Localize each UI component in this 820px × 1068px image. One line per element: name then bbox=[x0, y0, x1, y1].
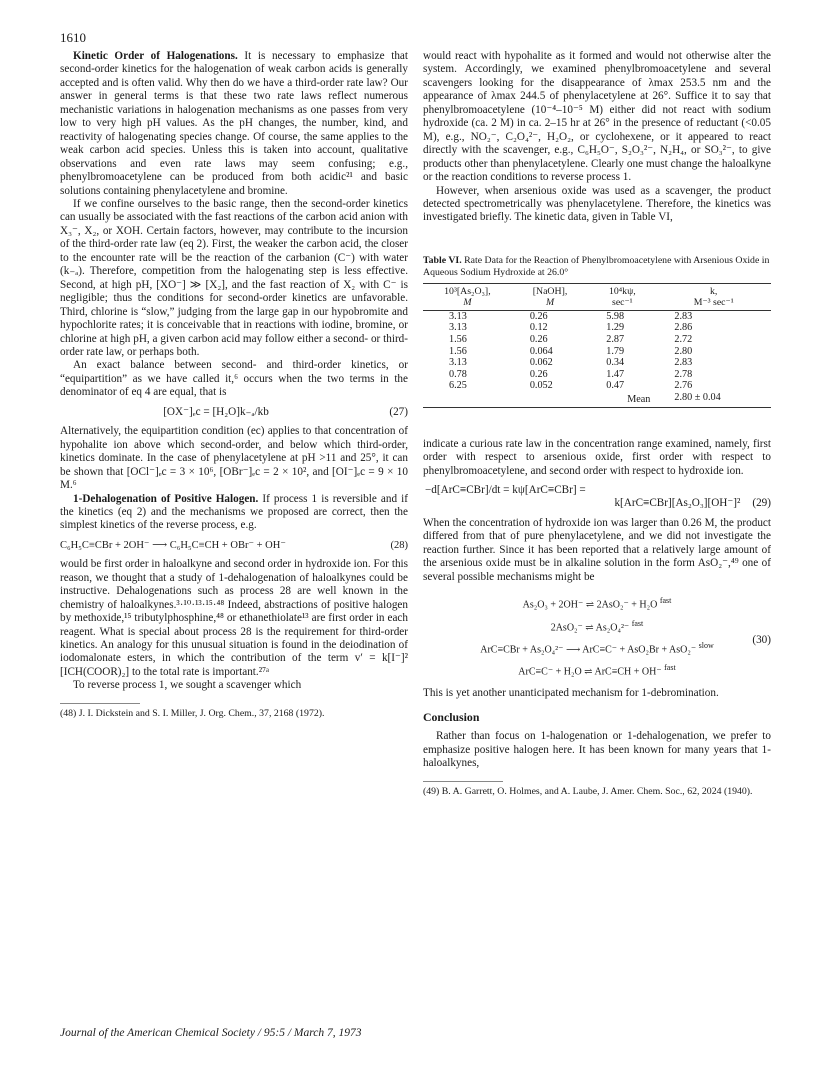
paragraph: When the concentration of hydroxide ion was larger than 0.26 M, the product differed from that of pure phenylacetylene, and we did not investigate the reaction further. Since it has been reported that a relatively large amount of the arsenious oxide must be in alkaline solution in the form AsO₂⁻,⁴⁹ one of several possible mechanisms might be bbox=[423, 516, 771, 583]
equation-number: (27) bbox=[389, 405, 408, 418]
table-row bbox=[423, 322, 771, 334]
table-cell bbox=[512, 392, 588, 407]
column-header: 10³[As₂O₃], M bbox=[444, 285, 491, 308]
table-cell: 2.87 bbox=[606, 334, 625, 346]
section-title-kinetic-order: Kinetic Order of Halogenations. bbox=[73, 50, 238, 62]
table-cell: 2.86 bbox=[674, 322, 693, 334]
paragraph: Rather than focus on 1-halogenation or 1-dehalogenation, we prefer to emphasize positive halogen here. It has been known for many years that 1-haloalkynes, bbox=[423, 730, 771, 770]
footnote-49: (49) B. A. Garrett, O. Holmes, and A. Laube, J. Amer. Chem. Soc., 62, 2024 (1940). bbox=[423, 785, 753, 797]
table-cell: 1.29 bbox=[606, 322, 625, 334]
page-number: 1610 bbox=[60, 30, 86, 45]
footnote-rule bbox=[60, 703, 140, 704]
step-tag: fast bbox=[664, 663, 676, 673]
step-tag: fast bbox=[659, 596, 672, 606]
paragraph: Alternatively, the equipartition condition (ec) applies to that concentration of hypohalite ion above which second-order, and below which third-order, kinetics dominate. In the case of phenylacetylene at pH >11 and 25°, it can be shown that [OCl⁻]ₑc = 3 × 10⁶, [OBr⁻]ₑc = 2 × 10², and [OI⁻]ₑc = 9 × 10 M.⁶ bbox=[60, 425, 408, 492]
table-caption bbox=[423, 255, 771, 279]
paragraph: To reverse process 1, we sought a scavenger which bbox=[73, 679, 302, 692]
table-cell: 0.062 bbox=[529, 357, 553, 369]
table-cell: 3.13 bbox=[449, 310, 467, 322]
mechanism-step: As₂O₃ + 2OH⁻ ⇌ 2AsO₂⁻ + H₂O $^{fast}$ bbox=[522, 596, 672, 611]
table-cell: 0.47 bbox=[606, 380, 625, 392]
equation-number: (28) bbox=[390, 539, 408, 551]
left-column bbox=[60, 50, 408, 720]
equation-body: [OX⁻]ₑc = [H₂O]k₋ₐ/kb bbox=[163, 405, 269, 418]
rate-data-table bbox=[423, 283, 771, 408]
table-label: Table VI. bbox=[423, 254, 462, 266]
table-cell: 0.064 bbox=[529, 345, 553, 357]
column-header: 10⁴kψ, sec⁻¹ bbox=[608, 285, 636, 308]
mean-value: 2.80 ± 0.04 bbox=[674, 392, 721, 404]
paragraph-text: It is necessary to emphasize that second-order kinetics for the halogenation of weak carbon acids is generally accepted and is often valid. Why then do we have a third-order rate law? Our answer in general terms is that these two rate laws reflect numerous mechanistic variations in halogenation mechanisms as one passes from very low to very high pH values. As the pH changes, the number, kind, and reactivity of halogenating species change. Of course, the same applies to the weak carbon acid species. Unless this is taken into account, qualitative observations and even rate laws may seem confusing; e.g., phenylbromoacetylene can be produced from both acidic²¹ and basic solutions containing phenylacetylene and bromine. bbox=[60, 50, 408, 197]
step-tag: slow bbox=[698, 640, 714, 650]
equation-29 bbox=[423, 484, 771, 511]
table-cell: 1.56 bbox=[449, 345, 467, 357]
paragraph bbox=[60, 50, 408, 198]
table-cell: 2.83 bbox=[674, 310, 693, 322]
section-title-dehalogenation: 1-Dehalogenation of Positive Halogen. bbox=[73, 492, 259, 505]
mechanism-step: 2AsO₂⁻ ⇌ As₂O₄²⁻ $^{fast}$ bbox=[550, 618, 644, 633]
table-row bbox=[423, 334, 771, 346]
paragraph: indicate a curious rate law in the concentration range examined, namely, first order with respect to arsenious oxide, first order with respect to phenylbromoacetylene, and second order with respect to hydroxide ion. bbox=[423, 437, 771, 477]
footnote-rule bbox=[423, 781, 503, 782]
table-cell: 0.26 bbox=[529, 310, 548, 322]
table-cell: 2.76 bbox=[674, 380, 693, 392]
footnote-48: (48) J. I. Dickstein and S. I. Miller, J. Org. Chem., 37, 2168 (1972). bbox=[60, 707, 325, 719]
table-row bbox=[423, 380, 771, 392]
mechanism-step: ArC≡C⁻ + H₂O ⇌ ArC≡CH + OH⁻ $^{fast}$ bbox=[518, 663, 676, 678]
table-cell: 2.72 bbox=[674, 334, 693, 346]
equation-number: (29) bbox=[752, 497, 771, 510]
table-caption-text: Rate Data for the Reaction of Phenylbromoacetylene with Arsenious Oxide in Aqueous Sodium Hydroxide at 26.0° bbox=[423, 254, 770, 278]
column-header: [NaOH], M bbox=[532, 285, 568, 308]
paragraph: An exact balance between second- and third-order kinetics, or “equipartition” as we have called it,⁶ occurs when the two terms in the denominator of eq 4 are equal, that is bbox=[60, 359, 408, 399]
table-cell: 1.47 bbox=[606, 368, 625, 380]
table-cell bbox=[423, 392, 512, 407]
table-cell: 1.79 bbox=[606, 345, 625, 357]
table-cell: 3.13 bbox=[449, 357, 467, 369]
table-cell: 1.56 bbox=[449, 334, 467, 346]
table-cell: 3.13 bbox=[449, 322, 467, 334]
equation-line: −d[ArC≡CBr]/dt = kψ[ArC≡CBr] = bbox=[425, 484, 586, 496]
table-cell: 5.98 bbox=[606, 310, 625, 322]
right-column bbox=[423, 50, 771, 798]
paragraph-text: If process 1 is reversible and if the kinetics (eq 2) and the mechanisms we proposed are correct, then the simplest kinetics of the reverse process, e.g. bbox=[60, 492, 408, 532]
paragraph: would be first order in haloalkyne and second order in hydroxide ion. For this reason, we thought that a study of 1-dehalogenation of haloalkynes could be instructive. Dehalogenations such as process 28 are well known in the chemistry of haloalkynes.³·¹⁰·¹³·¹⁵·⁴⁸ Indeed, abstractions of positive halogen by methoxide,¹⁵ tributylphosphine,⁴⁸ or ethanethiolate¹³ are first order in each reagent. What is special about process 28 is the requirement for third-order kinetics. An analogy for this unusual situation is found in the deiodination of iodomalonate esters, in which the contribution of the term v′ = k[I⁻]² [ICH(COOR)₂] to the total rate is important.²⁷ᵃ bbox=[60, 558, 408, 678]
mean-label: Mean bbox=[627, 393, 651, 405]
section-title-conclusion: Conclusion bbox=[423, 709, 480, 724]
table-cell: 0.26 bbox=[529, 368, 548, 380]
table-cell: 0.26 bbox=[529, 334, 548, 346]
table-cell: 2.78 bbox=[674, 368, 693, 380]
table-vi bbox=[423, 255, 771, 408]
table-row bbox=[423, 357, 771, 369]
paragraph bbox=[60, 493, 408, 533]
table-cell: 2.80 bbox=[674, 345, 693, 357]
paragraph: If we confine ourselves to the basic range, then the second-order kinetics can usually be associated with the fast reactions of the carbon acid anion with X₃⁻, X₂, or XOH. Certain factors, however, may contribute to the incursion of the third-order rate law (eq 2). First, the weaker the carbon acid, the closer to the encounter rate will be the reaction of the carbanion (C⁻) with water (k₋ₐ). Therefore, competition from the halogenating step is less effective. Second, at high pH, [XO⁻] ≫ [X₂], and the fast reaction of X₂ with C⁻ is negligible; thus the conditions for second-order kinetics are unfavorable. Third, chlorine is “slow,” judging from the large gap in our hypobromite and hypochlorite rates; it is conceivable that in reactions with iodine, bromine, or chlorine at high pH, a given carbon acid may follow either a second- or third-order rate law, or perhaps both. bbox=[60, 197, 408, 358]
table-cell: 2.83 bbox=[674, 357, 693, 369]
equation-number: (30) bbox=[752, 634, 771, 647]
equation-28 bbox=[60, 539, 408, 552]
step-tag: fast bbox=[631, 618, 644, 628]
paragraph: This is yet another unanticipated mechanism for 1-debromination. bbox=[423, 687, 719, 700]
table-cell: 0.052 bbox=[529, 380, 553, 392]
table-cell: 6.25 bbox=[449, 380, 467, 392]
table-header-row bbox=[423, 283, 771, 310]
mechanism-step: ArC≡CBr + As₂O₄²⁻ ⟶ ArC≡C⁻ + AsO₂Br + AsO₂⁻ $^{slow}$ bbox=[480, 640, 714, 656]
journal-footer: Journal of the American Chemical Society / 95:5 / March 7, 1973 bbox=[60, 1027, 362, 1039]
table-row bbox=[423, 346, 771, 358]
equation-27 bbox=[60, 406, 408, 419]
table-mean-row bbox=[423, 392, 771, 407]
table-cell: 0.78 bbox=[449, 368, 467, 380]
equation-line: k[ArC≡CBr][As₂O₃][OH⁻]² bbox=[614, 497, 741, 510]
paragraph: would react with hypohalite as it formed and would not otherwise alter the system. Accordingly, we examined phenylbromoacetylene and several scavengers looking for the disappearance of λmax 253.5 nm and the appearance of λmax 244.5 of phenylacetylene at 26°. Suffice it to say that phenylbromoacetylene (10⁻⁴–10⁻⁵ M) either did not react with sodium hydroxide (ca. 2 M) in ca. 2–15 hr at 26° in the presence of reductant (<0.05 M), e.g., NO₂⁻, C₂O₄²⁻, H₂O₂, or cyclohexene, or it appeared to react directly with the scavenger, e.g., C₆H₅O⁻, S₂O₃²⁻, N₂H₄, or SO₃²⁻, to give products other than phenylacetylene. Clearly one must change the haloalkyne or the reaction conditions to reverse process 1. bbox=[423, 50, 771, 184]
table-cell: 0.34 bbox=[606, 357, 625, 369]
paragraph: However, when arsenious oxide was used as a scavenger, the product detected spectrometrically was phenylacetylene. Therefore, the kinetics was investigated briefly. The kinetic data, given in Table VI, bbox=[423, 184, 771, 224]
column-header: k, M⁻³ sec⁻¹ bbox=[693, 285, 734, 308]
equation-body: C₆H₅C≡CBr + 2OH⁻ ⟶ C₆H₅C≡CH + OBr⁻ + OH⁻ bbox=[60, 539, 286, 551]
table-cell: 0.12 bbox=[529, 322, 548, 334]
mechanism-30 bbox=[423, 592, 771, 681]
table-row bbox=[423, 310, 771, 322]
table-row bbox=[423, 369, 771, 381]
